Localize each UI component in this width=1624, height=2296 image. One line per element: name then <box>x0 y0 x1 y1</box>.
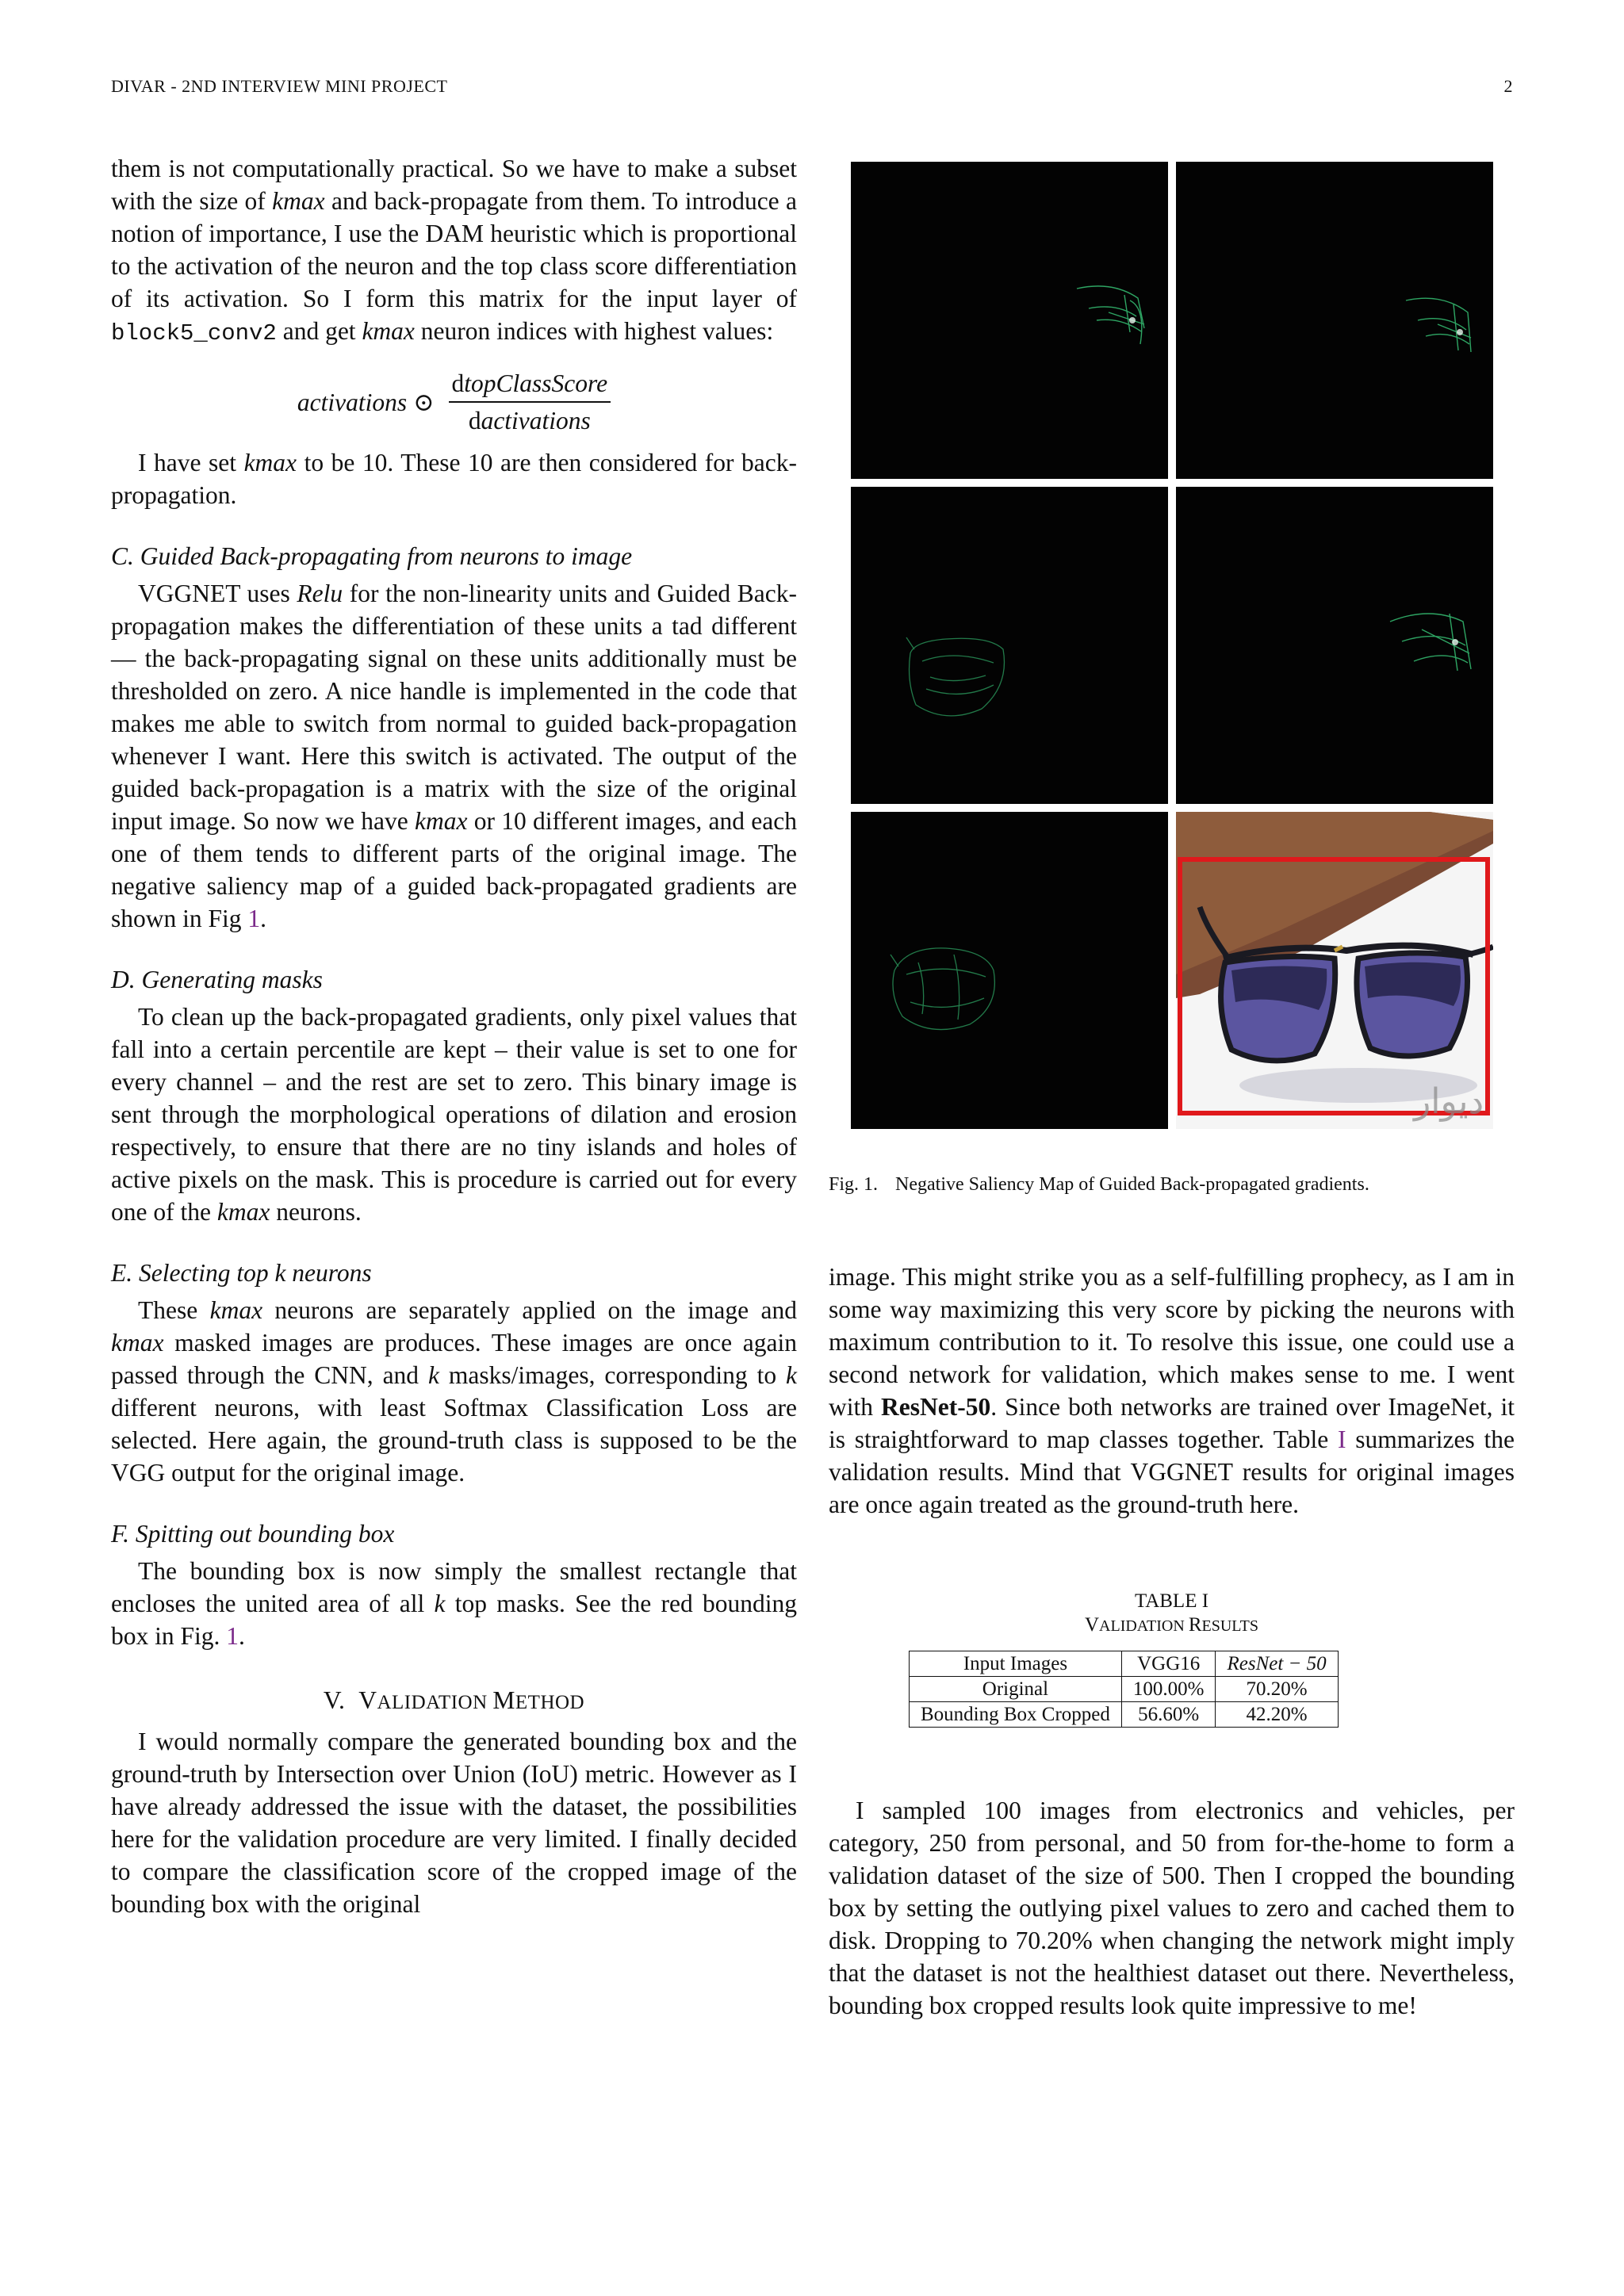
figure-caption: Fig. 1. Negative Saliency Map of Guided Back-propagated gradients. <box>829 1174 1369 1195</box>
table-header-cell: ResNet − 50 <box>1216 1651 1338 1677</box>
table-title: VALIDATION RESULTS <box>1084 1614 1259 1636</box>
saliency-map-image <box>1176 487 1493 804</box>
left-column <box>111 152 797 1920</box>
subsection-title-c: C. Guided Back-propagating from neurons to image <box>111 542 633 570</box>
paragraph-intro: them is not computationally practical. So we have to make a subset with the size of kmax and back-propagate from them. To introduce a notion of importance, I use the DAM heuristic which is proportional to the activation of the neuron and the top class score differentiation of its activation. So I form this matrix for the input layer of block5_conv2 and get kmax neuron indices with highest values: <box>111 155 797 346</box>
equation-dam: activations ⊙ $\frac{\text{dtopClassScore}}{\text{dactivations}}$ <box>111 367 797 437</box>
paragraph-dataset: I sampled 100 images from electronics and vehicles, per category, 250 from personal, and 50 from for-the-home to form a validation dataset of the size of 500. Then I cropped the bounding box by setting the outlying pixel values to zero and cached them to disk. Dropping to 70.20% when changing the network might imply that the dataset is not the healthiest dataset out there. Nevertheless, bounding box cropped results look quite impressive to me! <box>829 1797 1515 2019</box>
table-cell: 70.20% <box>1216 1677 1338 1702</box>
subsection-title-f: F. Spitting out bounding box <box>111 1520 395 1548</box>
table-cell: 42.20% <box>1216 1702 1338 1728</box>
section-title-validation: V. VALIDATION METHOD <box>323 1686 585 1714</box>
paragraph-validation: I would normally compare the generated bounding box and the ground-truth by Intersection over Union (IoU) metric. However as I have already addressed the issue with the dataset, the possibilities here for the validation procedure are very limited. I finally decided to compare the classification score of the cropped image of the bounding box with the original <box>111 1728 797 1918</box>
table-header-cell: VGG16 <box>1121 1651 1216 1677</box>
paragraph-section-e: These kmax neurons are separately applied on the image and kmax masked images are produces. These images are once again passed through the CNN, and k masks/images, corresponding to k different neurons, with least Softmax Classification Loss are selected. Here again, the ground-truth class is supposed to be the VGG output for the original image. <box>111 1296 797 1487</box>
paragraph-validation-cont: image. This might strike you as a self-fulfilling prophecy, as I am in some way maximizing this very score by picking the neurons with maximum contribution to it. To resolve this issue, one could use a second network for validation, which makes sense to me. I went with ResNet-50. Since both networks are trained over ImageNet, it is straightforward to map classes together. Table I summarizes the validation results. Mind that VGGNET results for original images are once again treated as the ground-truth here. <box>829 1263 1515 1518</box>
code-layer-name: block5_conv2 <box>111 320 277 346</box>
paragraph-section-d: To clean up the back-propagated gradients, only pixel values that fall into a certain percentile are kept – their value is set to one for every channel – and the rest are set to zero. This binary image is sent through the morphological operations of dilation and erosion respectively, to ensure that there are no tiny islands and holes of active pixels on the mask. This is procedure is carried out for every one of the kmax neurons. <box>111 1003 797 1226</box>
paragraph-section-c: VGGNET uses Relu for the non-linearity units and Guided Back-propagation makes the differentiation of these units a tad different — the back-propagating signal on these units additionally must be thresholded on zero. A nice handle is implemented in the code that makes me able to switch from normal to guided back-propagation whenever I want. Here this switch is activated. The output of the guided back-propagation is a matrix with the size of the original input image. So now we have kmax or 10 different images, and each one of them tends to different parts of the original image. The negative saliency map of a guided back-propagated gradients are shown in Fig 1. <box>111 580 798 932</box>
saliency-map-image <box>851 162 1168 479</box>
page-number: 2 <box>1503 76 1513 96</box>
table-row <box>910 1677 1339 1702</box>
figure-saliency-grid <box>851 162 1493 1131</box>
table-header-cell: Input Images <box>910 1651 1122 1677</box>
table-cell: 100.00% <box>1121 1677 1216 1702</box>
watermark-logo: دیوار <box>1414 1081 1484 1122</box>
table-header-row <box>910 1651 1339 1677</box>
paragraph-section-f: The bounding box is now simply the smallest rectangle that encloses the united area of all k top masks. See the red bounding box in Fig. 1. <box>111 1557 797 1650</box>
table-row <box>910 1702 1339 1728</box>
saliency-map-image <box>851 812 1168 1129</box>
table-number: TABLE I <box>1134 1590 1209 1612</box>
subsection-title-d: D. Generating masks <box>111 966 323 993</box>
product-photo-sunglasses <box>1176 812 1493 1129</box>
paragraph-kmax: I have set kmax to be 10. These 10 are then considered for back-propagation. <box>111 449 798 509</box>
saliency-map-image <box>1176 162 1493 479</box>
subsection-title-e: E. Selecting top k neurons <box>111 1259 372 1287</box>
running-header: DIVAR - 2ND INTERVIEW MINI PROJECT <box>111 76 448 96</box>
table-cell: Original <box>910 1677 1122 1702</box>
table-cell: Bounding Box Cropped <box>910 1702 1122 1728</box>
table-cell: 56.60% <box>1121 1702 1216 1728</box>
figure-ref-link[interactable]: 1 <box>247 905 261 932</box>
validation-results-table <box>909 1651 1339 1728</box>
right-column <box>829 1261 1515 2022</box>
table-ref-link[interactable]: I <box>1338 1425 1346 1453</box>
figure-ref-link[interactable]: 1 <box>226 1622 239 1650</box>
equation-fraction: $\frac{\text{dtopClassScore}}{\text{dactivations}}$ <box>449 367 611 437</box>
saliency-map-image <box>851 487 1168 804</box>
